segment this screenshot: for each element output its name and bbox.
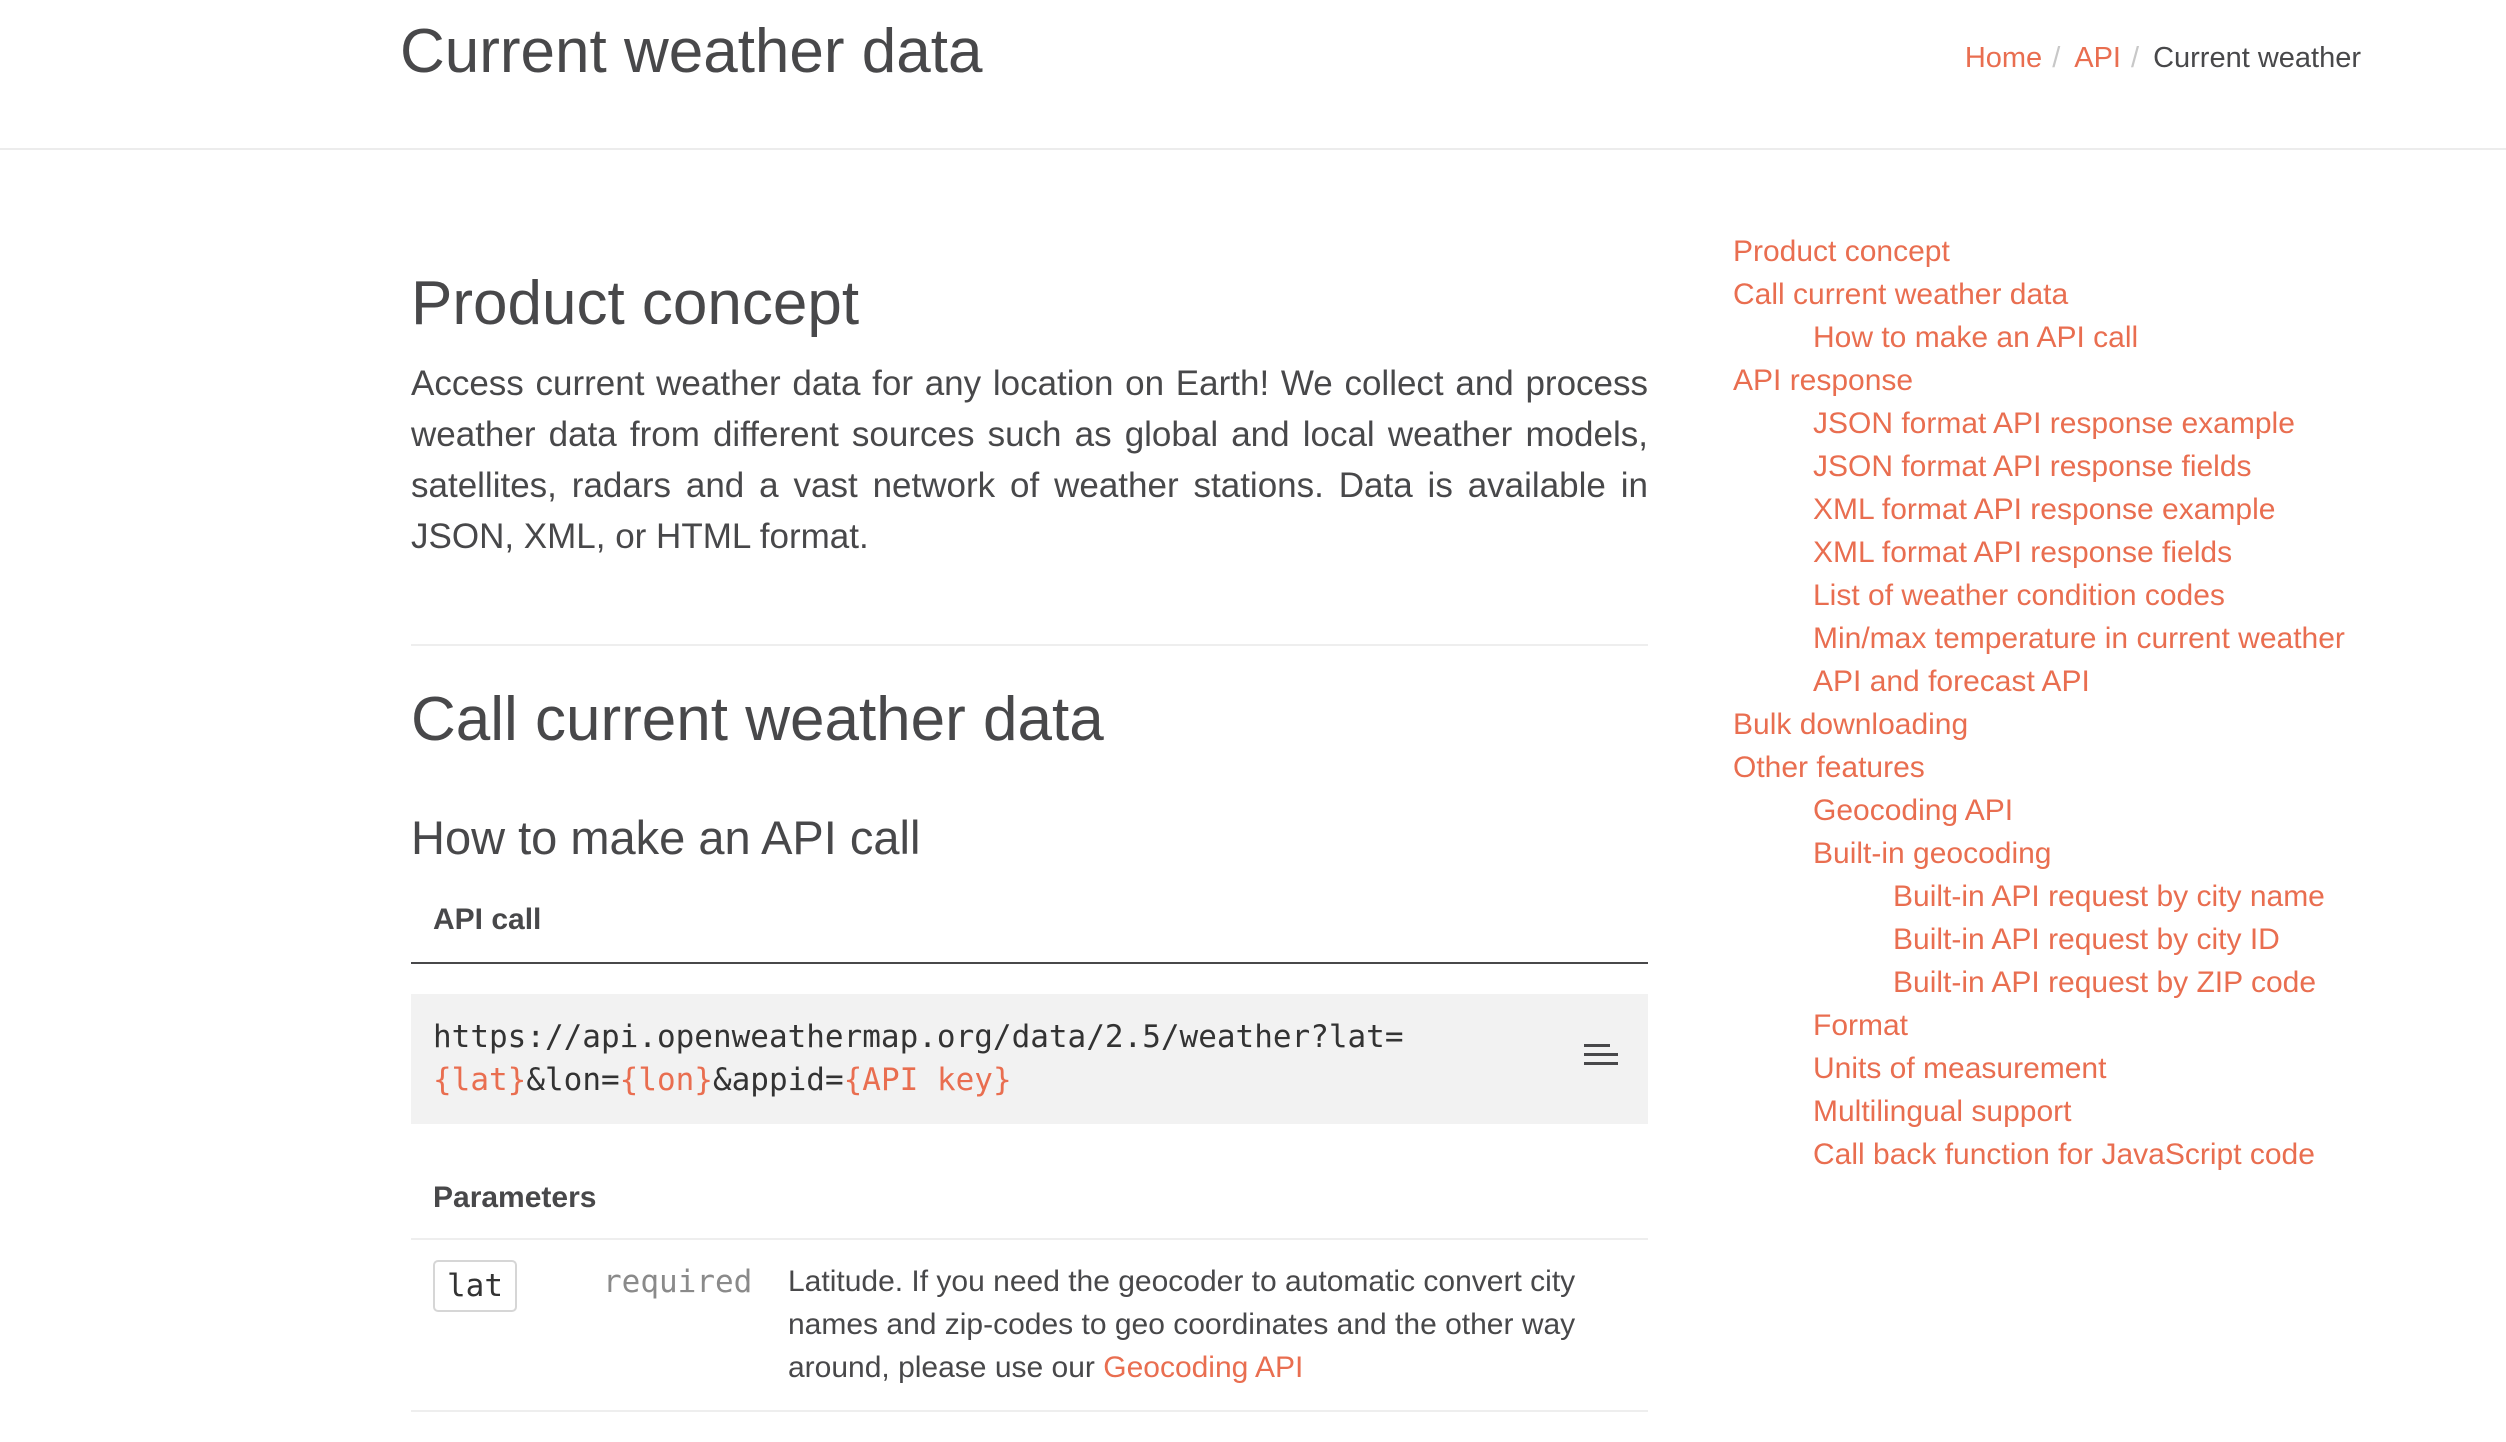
how-to-make-api-call-heading: How to make an API call xyxy=(411,811,921,864)
breadcrumb-separator: / xyxy=(2052,42,2061,74)
api-call-code-block[interactable] xyxy=(411,994,1648,1124)
section-divider xyxy=(411,644,1648,646)
breadcrumb-current: Current weather xyxy=(2153,42,2361,74)
main-content xyxy=(411,150,1648,1412)
param-required-label: required xyxy=(603,1264,753,1300)
code-lat-placeholder: {lat} xyxy=(433,1062,527,1098)
toc-link[interactable]: Geocoding API xyxy=(1813,794,2014,827)
breadcrumb-separator: / xyxy=(2131,42,2140,74)
toc-link[interactable]: Built-in API request by city name xyxy=(1893,880,2325,913)
table-of-contents xyxy=(1733,230,2433,1176)
param-description-text: Latitude. If you need the geocoder to automatic convert city names and zip-codes to geo coordinates and the other way around, please use our xyxy=(788,1265,1576,1384)
code-url: https://api.openweathermap.org/data/2.5/weather?lat= xyxy=(433,1019,1404,1055)
toc-link[interactable]: Other features xyxy=(1733,751,1925,784)
toc-link[interactable]: Call back function for JavaScript code xyxy=(1813,1138,2315,1171)
parameters-label: Parameters xyxy=(411,1178,1648,1240)
toc-link[interactable]: Units of measurement xyxy=(1813,1052,2107,1085)
param-name-badge: lat xyxy=(433,1260,517,1312)
product-concept-heading: Product concept xyxy=(411,269,860,338)
toc-link[interactable]: JSON format API response fields xyxy=(1813,450,2252,483)
toc-link[interactable]: JSON format API response example xyxy=(1813,407,2295,440)
toc-link[interactable]: Format xyxy=(1813,1009,1909,1042)
toc-link[interactable]: XML format API response fields xyxy=(1813,536,2233,569)
page-header xyxy=(0,0,2506,150)
code-lon-placeholder: {lon} xyxy=(619,1062,713,1098)
toc-link[interactable]: API and forecast API xyxy=(1813,665,2090,698)
geocoding-api-link[interactable]: Geocoding API xyxy=(1103,1351,1304,1384)
toc-link[interactable]: API response xyxy=(1733,364,1914,397)
breadcrumb-home-link[interactable]: Home xyxy=(1964,42,2043,74)
toc-link[interactable]: Built-in geocoding xyxy=(1813,837,2052,870)
code-lon-param: &lon= xyxy=(526,1062,620,1098)
breadcrumb xyxy=(1965,38,2361,78)
code-api-key-placeholder: {API key} xyxy=(843,1062,1012,1098)
product-concept-text: Access current weather data for any location on Earth! We collect and process weather data from different sources such as global and local weather models, satellites, radars and a vast network of weather stations. Data is available in JSON, XML, or HTML format. xyxy=(411,364,1648,556)
toc-link[interactable]: Call current weather data xyxy=(1733,278,2069,311)
code-appid-param: &appid= xyxy=(712,1062,844,1098)
toc-link[interactable]: How to make an API call xyxy=(1813,321,2139,354)
text-wrap-icon[interactable] xyxy=(1584,1044,1618,1074)
breadcrumb-api-link[interactable]: API xyxy=(2074,42,2121,74)
toc-link[interactable]: List of weather condition codes xyxy=(1813,579,2225,612)
toc-link[interactable]: Min/max temperature in current weather xyxy=(1813,622,2345,655)
toc-link[interactable]: Built-in API request by city ID xyxy=(1893,923,2280,956)
toc-link[interactable]: Bulk downloading xyxy=(1733,708,1969,741)
param-description xyxy=(788,1260,1628,1389)
toc-link[interactable]: Built-in API request by ZIP code xyxy=(1893,966,2317,999)
toc-link[interactable]: Multilingual support xyxy=(1813,1095,2072,1128)
table-row xyxy=(411,1240,1648,1412)
page-title: Current weather data xyxy=(400,17,983,86)
api-call-label: API call xyxy=(411,900,1648,964)
call-current-weather-heading: Call current weather data xyxy=(411,685,1104,754)
toc-link[interactable]: Product concept xyxy=(1733,235,1950,268)
toc-link[interactable]: XML format API response example xyxy=(1813,493,2276,526)
